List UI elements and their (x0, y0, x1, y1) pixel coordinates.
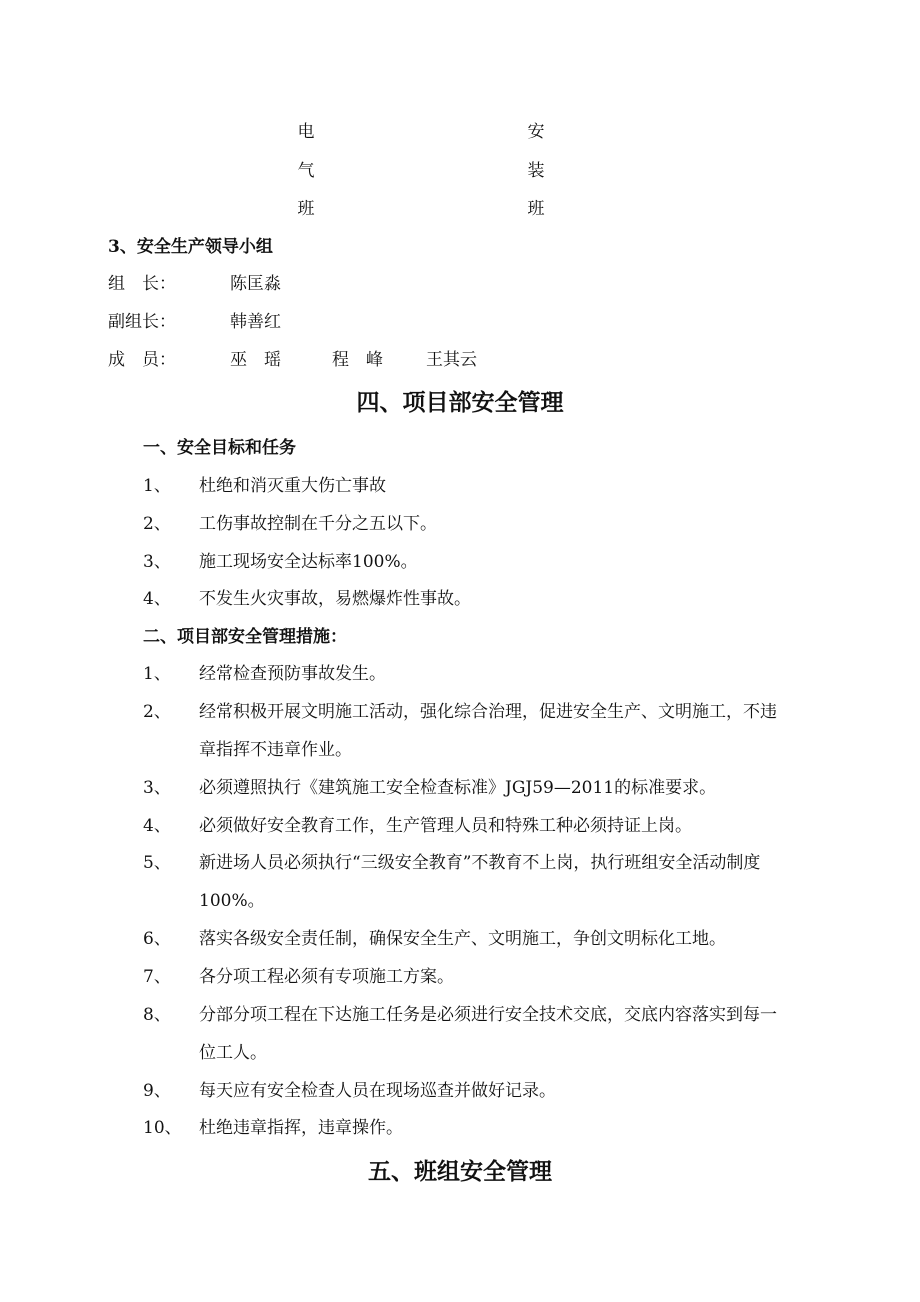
person-name: 韩善红 (230, 312, 281, 332)
person-name: 巫 瑶 (230, 350, 281, 370)
item-text: 每天应有安全检查人员在现场巡查并做好记录。 (199, 1081, 556, 1101)
team-char: 电 (297, 122, 315, 142)
team-char: 装 (527, 161, 545, 181)
item-number: 4、 (143, 589, 171, 609)
section-title-4: 四、项目部安全管理 (356, 389, 564, 416)
subsection-heading: 一、安全目标和任务 (143, 438, 296, 458)
person-name: 陈匡淼 (230, 274, 281, 294)
role-label: 成 员： (108, 350, 176, 370)
team-char: 班 (527, 199, 545, 219)
person-name: 王其云 (426, 350, 477, 370)
item-text: 必须做好安全教育工作，生产管理人员和特殊工种必须持证上岗。 (199, 816, 692, 836)
item-text: 落实各级安全责任制，确保安全生产、文明施工，争创文明标化工地。 (199, 929, 726, 949)
item-number: 3、 (143, 778, 171, 798)
item-text: 经常积极开展文明施工活动，强化综合治理，促进安全生产、文明施工，不违 (199, 702, 777, 722)
leadership-heading: 3、安全生产领导小组 (108, 237, 273, 257)
item-number: 6、 (143, 929, 171, 949)
item-text: 杜绝违章指挥，违章操作。 (199, 1118, 403, 1138)
item-text-continued: 位工人。 (199, 1043, 267, 1063)
item-number: 1、 (143, 664, 171, 684)
item-number: 7、 (143, 967, 171, 987)
item-text: 分部分项工程在下达施工任务是必须进行安全技术交底，交底内容落实到每一 (199, 1005, 777, 1025)
item-text-continued: 章指挥不违章作业。 (199, 740, 352, 760)
item-number: 2、 (143, 702, 171, 722)
section-title-5: 五、班组安全管理 (368, 1158, 552, 1185)
item-number: 9、 (143, 1081, 171, 1101)
item-text: 工伤事故控制在千分之五以下。 (199, 514, 437, 534)
person-name: 程 峰 (332, 350, 383, 370)
item-text: 必须遵照执行《建筑施工安全检查标准》JGJ59—2011的标准要求。 (199, 778, 717, 798)
team-char: 安 (527, 122, 545, 142)
item-text: 杜绝和消灭重大伤亡事故 (199, 476, 386, 496)
item-number: 10、 (143, 1118, 182, 1138)
team-char: 气 (297, 161, 315, 181)
item-number: 2、 (143, 514, 171, 534)
item-text: 施工现场安全达标率100%。 (199, 552, 418, 572)
subsection-heading: 二、项目部安全管理措施： (143, 627, 347, 647)
item-text: 不发生火灾事故，易燃爆炸性事故。 (199, 589, 471, 609)
role-label: 组 长： (108, 274, 176, 294)
item-number: 1、 (143, 476, 171, 496)
item-number: 5、 (143, 853, 171, 873)
team-char: 班 (297, 199, 315, 219)
role-label: 副组长： (108, 312, 176, 332)
item-number: 4、 (143, 816, 171, 836)
item-text: 新进场人员必须执行“三级安全教育”不教育不上岗，执行班组安全活动制度 (199, 853, 761, 873)
item-text-continued: 100%。 (199, 891, 265, 911)
item-text: 经常检查预防事故发生。 (199, 664, 386, 684)
item-number: 3、 (143, 552, 171, 572)
item-text: 各分项工程必须有专项施工方案。 (199, 967, 454, 987)
item-number: 8、 (143, 1005, 171, 1025)
